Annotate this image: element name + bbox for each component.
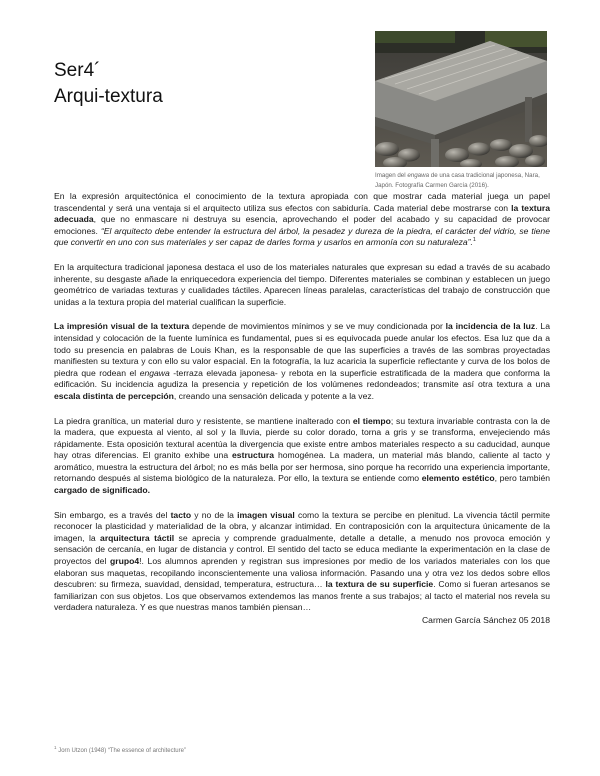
engawa-photo-illustration: [375, 31, 547, 167]
paragraph-4: La piedra granítica, un material duro y resistente, se mantiene inalterado con el tiempo; su textura invariable contrasta con la de la madera, que expuesta al viento, al sol y la lluvia, pierde su color dorado, torna a gris y se transforma, envejeciendo más rápidamente. Esta oposición textural acentúa la divergencia que existe entre ambos materiales respecto a su caducidad, aunque hay otras diferencias. El granito exhibe una estructura homogénea. La madera, un material más blando, caliente al tacto y aromático, muestra la estructura del árbol; no es más bella por ser hermosa, sino porque ha recorrido una experiencia importante, retornando después al sistema biológico de la naturaleza. Por ello, la textura se entiende como elemento estético, pero también cargado de significado.: [54, 415, 551, 496]
footnote-number: 1: [54, 745, 57, 750]
footnote-text: Jorn Utzon (1948) “The essence of architecture”: [58, 748, 186, 754]
document-title: Arqui-textura: [54, 86, 163, 107]
article-body: [54, 191, 550, 627]
document-title-series: Ser4´: [54, 60, 101, 81]
footnote: [54, 745, 186, 754]
image-caption: Imagen del engawa de una casa tradicional japonesa, Nara, Japón. Fotografía Carmen García (2016).: [375, 172, 540, 189]
footnote-reference[interactable]: 1: [472, 237, 476, 244]
paragraph-2: En la arquitectura tradicional japonesa destaca el uso de los materiales naturales que expresan su edad a través de su acabado inherente, su desgaste añade la enriquecedora experiencia del tiempo. Diferentes materiales se combinan y establecen un juego geométrico de variadas texturas y cualidades táctiles. Aparecen líneas paralelas, características del trabajo de construcción que unidas a la textura propia del material cualifican la superficie.: [54, 261, 550, 307]
paragraph-5: Sin embargo, es a través del tacto y no de la imagen visual como la textura se percibe en plenitud. La vivencia táctil permite reconocer la plasticidad y materialidad de la obra, y alcanzar intimidad. En contraposición con la arquitectura únicamente de la imagen, la arquitectura táctil se aprecia y comprende gradualmente, detalle a detalle, a menudo nos provoca emoción y sensación de cercanía, en lugar de distancia y control. El sentido del tacto se educa mediante la experimentación en la clase de proyectos del grupo4!. Los alumnos aprenden y registran sus impresiones por medio de los variados materiales con los que elaboran sus maquetas, recopilando inconscientemente una valiosa información. Pasando una y otra vez los dedos sobre ellos descubren: su firmeza, suavidad, densidad, temperatura, estructura… la textura de su superficie. Como si fueran artesanos se familiarizan con sus objetos. Los que observamos extendemos las manos frente a sus trabajos; al tacto el material nos revela su verdadera naturaleza. Y es que nuestras manos también piensan…: [54, 509, 551, 613]
paragraph-1: En la expresión arquitectónica el conocimiento de la textura apropiada con que mostrar cada material juega un papel trascendental y será una ventaja si el arquitecto utiliza sus efectos con sabiduría. Cada material debe mostrarse con la textura adecuada, que no enmascare ni destruya su esencia, aprovechando el poder del acabado y su capacidad de provocar emociones. “El arquitecto debe entender la estructura del árbol, la pesadez y dureza de la piedra, el carácter del vidrio, se tiene que convertir en uno con sus materiales y ser capaz de darles forma y usarlos en armonía con su naturaleza”.$^1$: [54, 191, 550, 248]
paragraph-3: La impresión visual de la textura depende de movimientos mínimos y se ve muy condicionada por la incidencia de la luz. La intensidad y colocación de la fuente lumínica es fundamental, pues si es equivocada puede anular los efectos. Esa luz que da a todo su presencia en palabras de Louis Khan, es la responsable de que las superficies a través de las sombras proyectadas manifiesten su textura y con ello su valor espacial. En la fotografía, la luz acaricia la superficie reflectante y curva de los bolos de piedra que rodean el engawa -terraza elevada japonesa- y rebota en la superficie estratificada de la madera que conforma la edificación. Su incidencia agudiza la presencia y repetición de los volúmenes redondeados; transmite así otra textura a una escala distinta de percepción, creando una sensación delicada y potente a la vez.: [54, 321, 551, 401]
author-signature: Carmen García Sánchez 05 2018: [421, 615, 550, 625]
engawa-photograph: [375, 31, 547, 167]
title-block: [54, 58, 163, 110]
